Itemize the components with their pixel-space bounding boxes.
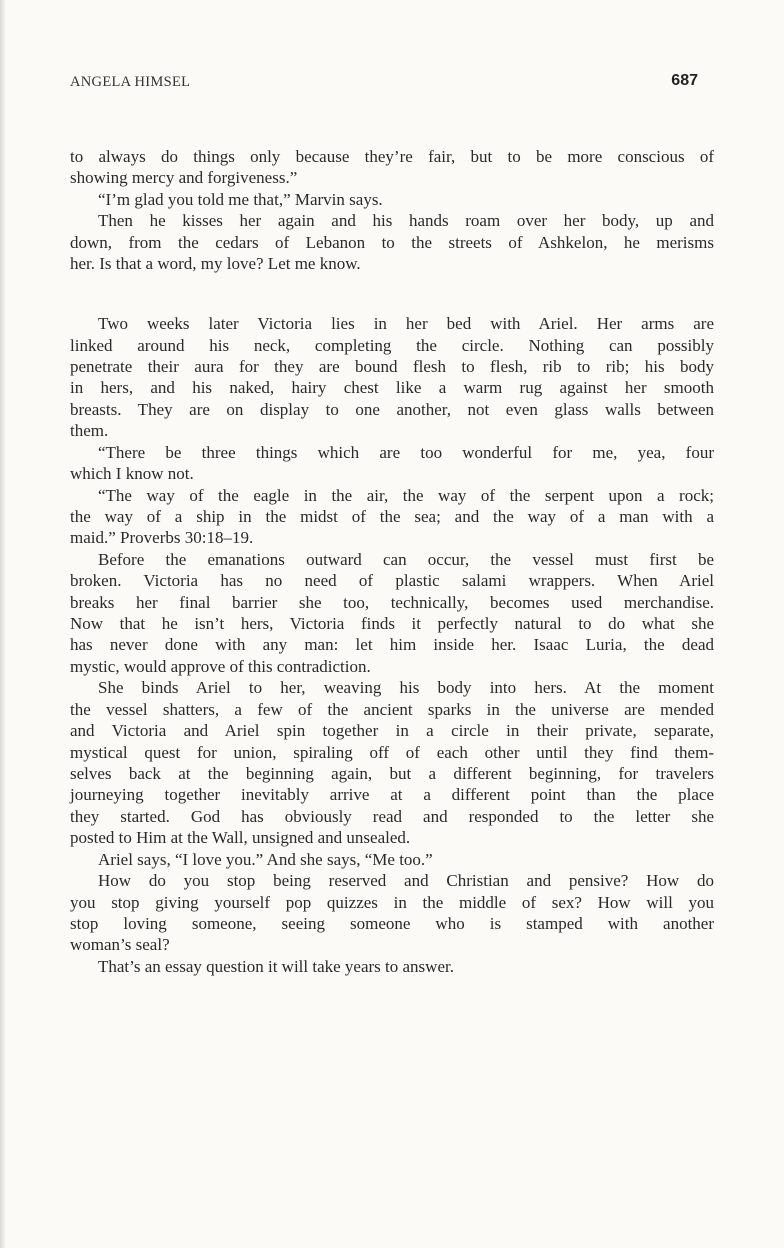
text-line: penetrate their aura for they are bound flesh to flesh, rib to rib; his body	[70, 356, 714, 376]
text-line: in hers, and his naked, hairy chest like a warm rug against her smooth	[70, 378, 714, 398]
text-line: them.	[70, 421, 109, 441]
paragraph	[70, 485, 714, 549]
text-line: showing mercy and forgiveness.”	[70, 168, 298, 188]
text-line: which I know not.	[70, 464, 194, 484]
text-line: linked around his neck, completing the circle. Nothing can possibly	[70, 335, 714, 355]
page-number: 687	[671, 72, 698, 89]
text-line: Ariel says, “I love you.” And she says, “Me too.”	[98, 849, 433, 869]
text-line: stop loving someone, seeing someone who is stamped with another	[70, 913, 714, 933]
paragraph	[70, 146, 714, 189]
text-line: selves back at the beginning again, but a different beginning, for travelers	[70, 763, 714, 783]
text-line: her. Is that a word, my love? Let me know.	[70, 254, 361, 274]
text-line: posted to Him at the Wall, unsigned and unsealed.	[70, 828, 411, 848]
text-line: “There be three things which are too wonderful for me, yea, four	[98, 442, 714, 462]
paragraph	[70, 549, 714, 678]
paragraph	[70, 956, 714, 977]
body-text	[70, 146, 714, 977]
text-line: and Victoria and Ariel spin together in a circle in their private, separate,	[70, 721, 714, 741]
text-line: That’s an essay question it will take years to answer.	[98, 956, 454, 976]
text-line: “The way of the eagle in the air, the way of the serpent upon a rock;	[98, 485, 714, 505]
text-line: to always do things only because they’re fair, but to be more conscious of	[70, 147, 714, 166]
text-line: breasts. They are on display to one another, not even glass walls between	[70, 399, 714, 419]
text-line: broken. Victoria has no need of plastic salami wrappers. When Ariel	[70, 571, 714, 591]
text-line: mystic, would approve of this contradiction.	[70, 656, 371, 676]
text-line: woman’s seal?	[70, 935, 170, 955]
text-line: She binds Ariel to her, weaving his body into hers. At the moment	[98, 678, 714, 698]
page-edge-shadow	[0, 0, 6, 1248]
text-line: has never done with any man: let him inside her. Isaac Luria, the dead	[70, 635, 714, 655]
paragraph	[70, 189, 714, 210]
paragraph	[70, 210, 714, 274]
text-line: Two weeks later Victoria lies in her bed with Ariel. Her arms are	[98, 314, 714, 334]
text-line: “I’m glad you told me that,” Marvin says.	[98, 189, 383, 209]
text-line: the vessel shatters, a few of the ancient sparks in the universe are mended	[70, 699, 714, 719]
text-line: you stop giving yourself pop quizzes in the middle of sex? How will you	[70, 892, 714, 912]
paragraph	[70, 313, 714, 442]
text-line: they started. God has obviously read and responded to the letter she	[70, 806, 714, 826]
text-line: the way of a ship in the midst of the sea; and the way of a man with a	[70, 506, 714, 526]
text-line: Before the emanations outward can occur, the vessel must first be	[98, 549, 714, 569]
text-line: How do you stop being reserved and Christian and pensive? How do	[98, 871, 714, 891]
paragraph	[70, 442, 714, 485]
text-line: mystical quest for union, spiraling off of each other until they find them-	[70, 742, 714, 762]
text-line: Now that he isn’t hers, Victoria finds it perfectly natural to do what she	[70, 614, 714, 634]
text-line: down, from the cedars of Lebanon to the streets of Ashkelon, he merisms	[70, 232, 714, 252]
text-line: journeying together inevitably arrive at a different point than the place	[70, 785, 714, 805]
text-line: breaks her final barrier she too, technically, becomes used merchandise.	[70, 592, 714, 612]
paragraph	[70, 677, 714, 848]
text-line: Then he kisses her again and his hands roam over her body, up and	[98, 211, 714, 231]
paragraph	[70, 870, 714, 956]
paragraph	[70, 849, 714, 870]
running-header-author: ANGELA HIMSEL	[70, 74, 191, 90]
text-line: maid.” Proverbs 30:18–19.	[70, 528, 254, 548]
